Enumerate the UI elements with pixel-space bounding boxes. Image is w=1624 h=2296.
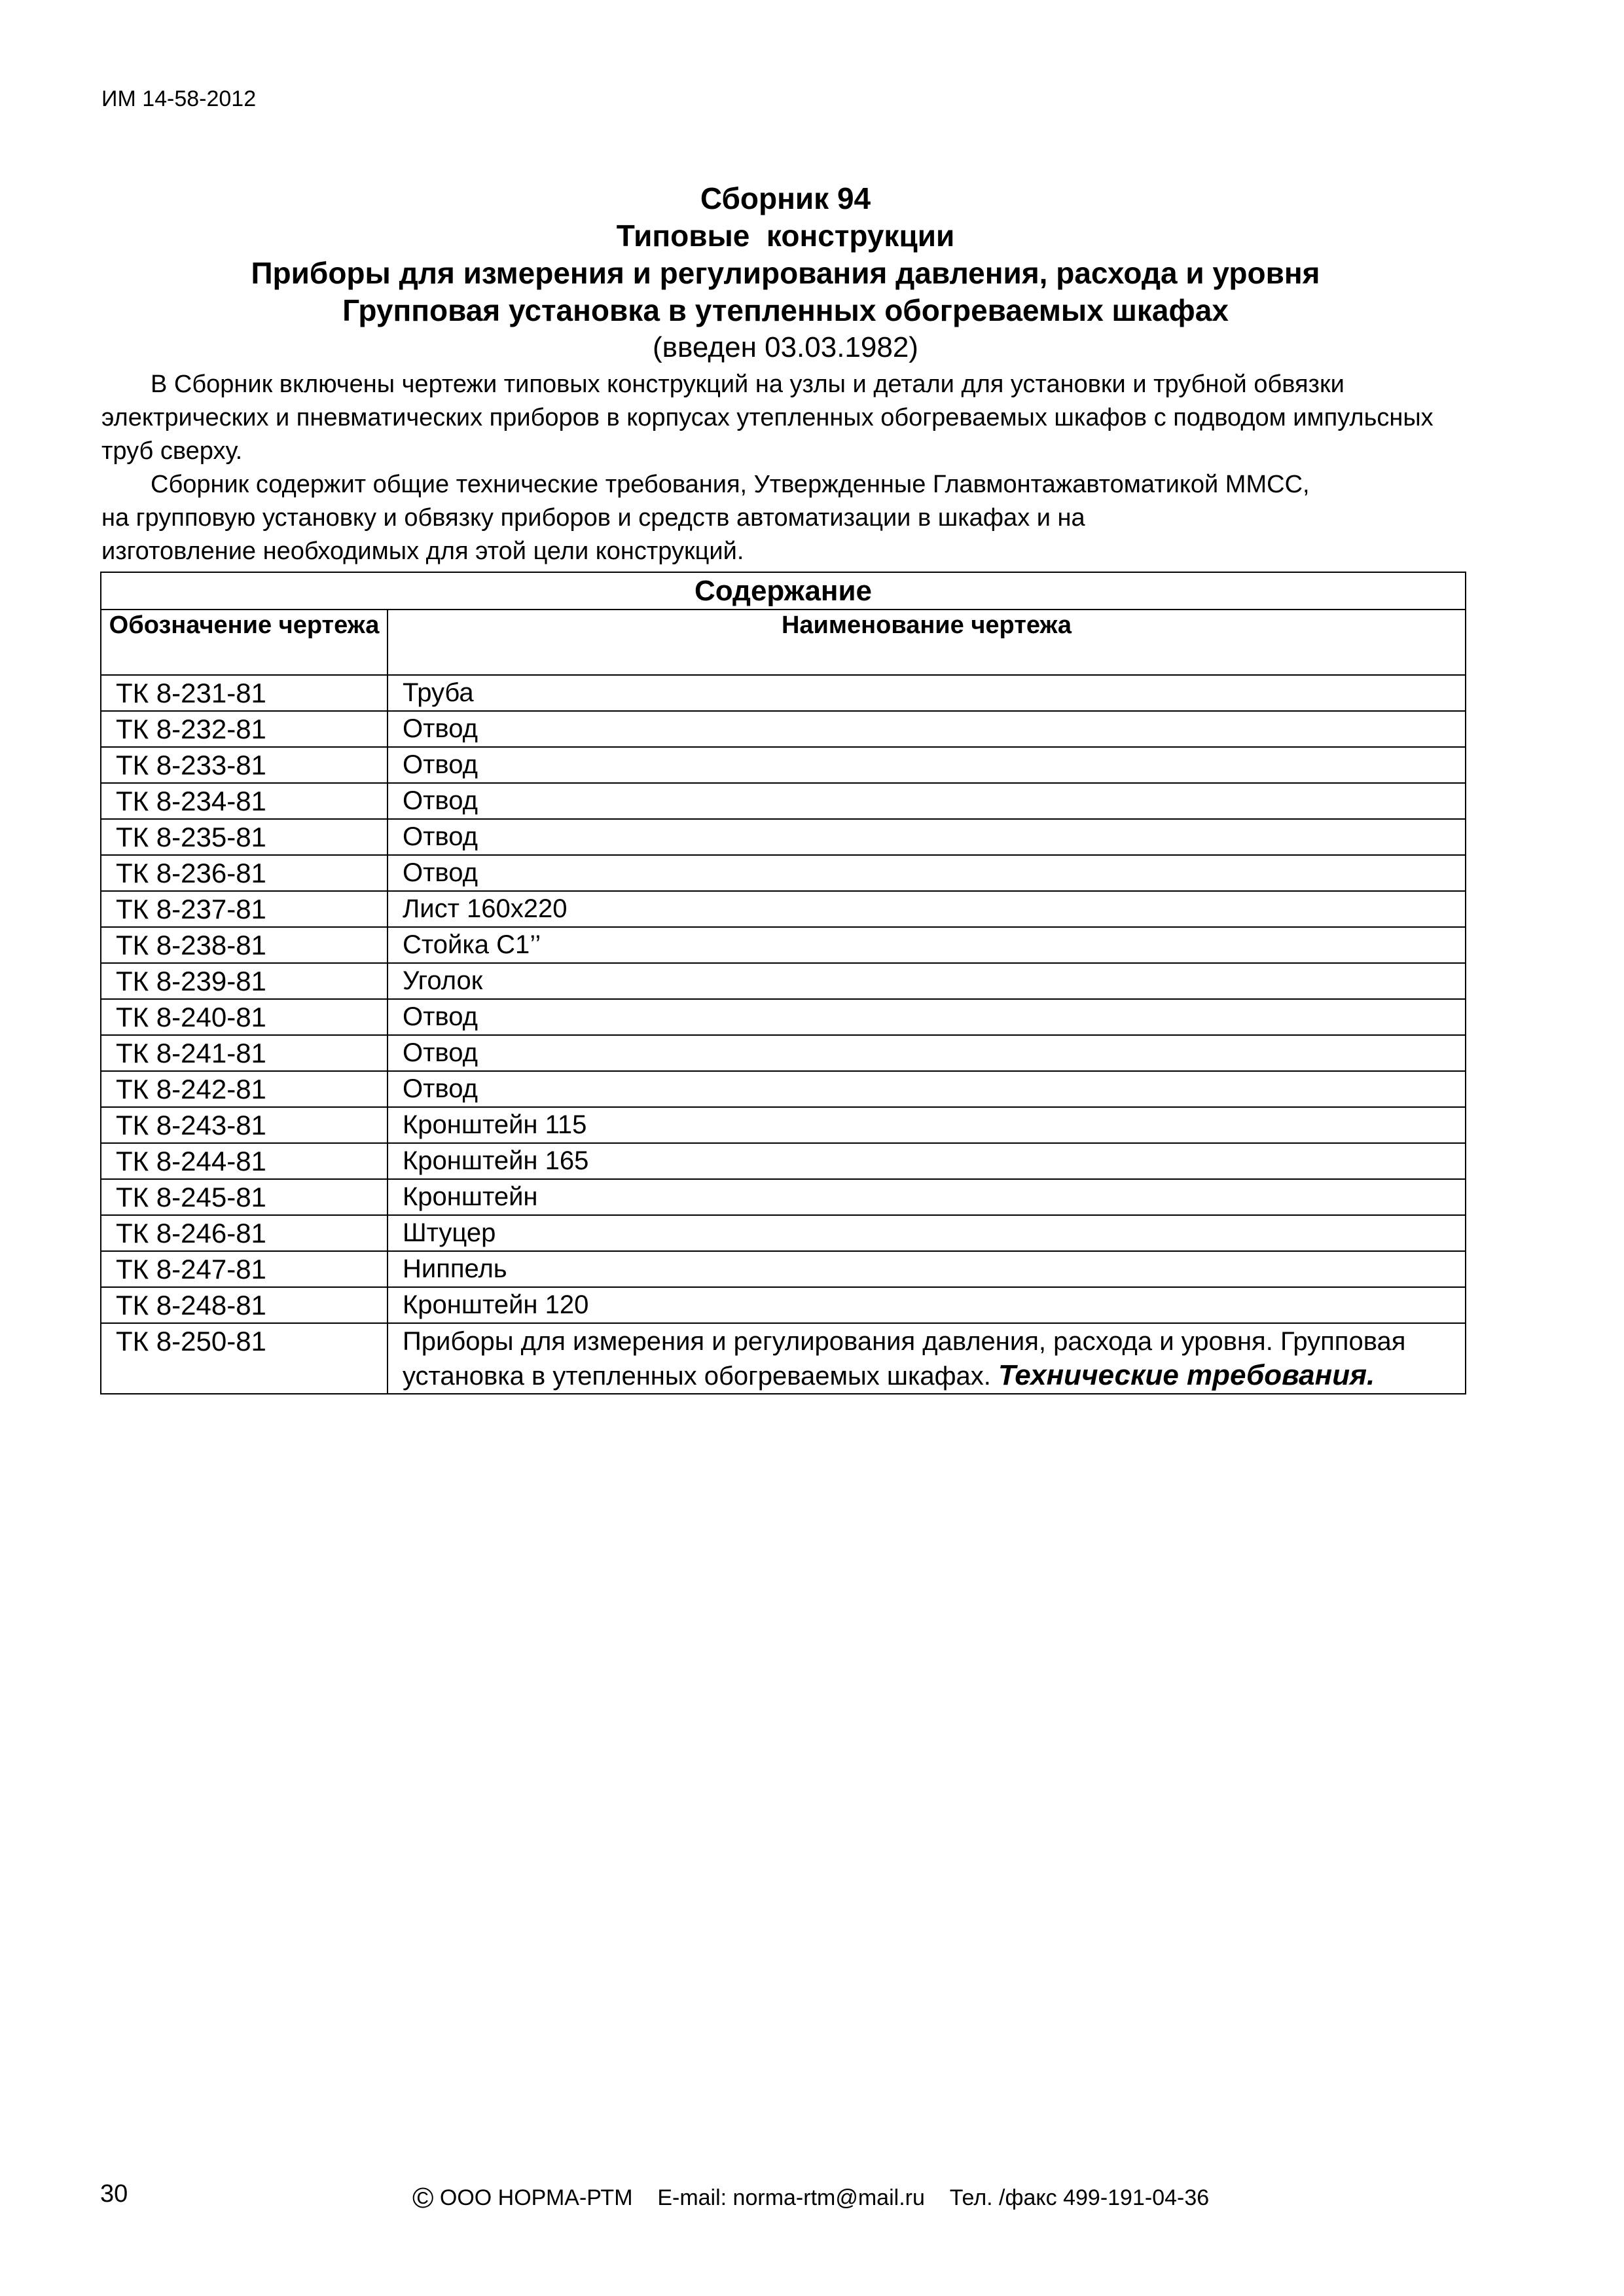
column-header-code: Обозначение чертежа	[101, 610, 388, 675]
table-row	[101, 891, 1466, 927]
contents-table	[100, 572, 1466, 1394]
drawing-name: Отвод	[388, 747, 1466, 783]
drawing-name: Отвод	[388, 1035, 1466, 1071]
table-row	[101, 675, 1466, 711]
drawing-code: ТК 8-247-81	[101, 1251, 388, 1287]
drawing-name: Кронштейн 165	[388, 1143, 1466, 1179]
drawing-name: Уголок	[388, 963, 1466, 999]
drawing-name: Кронштейн 120	[388, 1287, 1466, 1323]
footer-company: ООО НОРМА-РТМ	[439, 2185, 633, 2210]
intro-text	[101, 368, 1463, 568]
contents-heading: Содержание	[101, 572, 1466, 610]
drawing-code: ТК 8-232-81	[101, 711, 388, 747]
drawing-name: Отвод	[388, 783, 1466, 819]
table-row	[101, 747, 1466, 783]
drawing-code: ТК 8-234-81	[101, 783, 388, 819]
drawing-name: Отвод	[388, 711, 1466, 747]
table-row	[101, 1071, 1466, 1107]
drawing-code: ТК 8-240-81	[101, 999, 388, 1035]
footer-phone: Тел. /факс 499-191-04-36	[949, 2185, 1210, 2210]
intro-paragraph-2-line-2: на групповую установку и обвязку приборов и средств автоматизации в шкафах и на	[101, 504, 1085, 532]
document-code: ИМ 14-58-2012	[101, 86, 257, 111]
collection-title: Сборник 94	[700, 181, 871, 215]
drawing-name: Отвод	[388, 855, 1466, 891]
table-row	[101, 783, 1466, 819]
drawing-code: ТК 8-241-81	[101, 1035, 388, 1071]
page-number: 30	[100, 2180, 128, 2208]
drawing-name: Кронштейн	[388, 1179, 1466, 1215]
drawing-code: ТК 8-237-81	[101, 891, 388, 927]
collection-subtitle: Типовые конструкции	[616, 219, 955, 253]
drawing-code: ТК 8-233-81	[101, 747, 388, 783]
table-row	[101, 1179, 1466, 1215]
table-row	[101, 1107, 1466, 1143]
table-row	[101, 1323, 1466, 1394]
introduced-date: (введен 03.03.1982)	[653, 331, 918, 363]
collection-subtopic: Групповая установка в утепленных обогреваемых шкафах	[342, 293, 1229, 327]
table-row	[101, 1287, 1466, 1323]
table-row	[101, 1215, 1466, 1251]
drawing-code: ТК 8-244-81	[101, 1143, 388, 1179]
drawing-code: ТК 8-231-81	[101, 675, 388, 711]
drawing-code: ТК 8-245-81	[101, 1179, 388, 1215]
footer	[412, 2182, 1209, 2215]
table-row	[101, 855, 1466, 891]
drawing-name: Отвод	[388, 1071, 1466, 1107]
intro-paragraph-1: В Сборник включены чертежи типовых конструкций на узлы и детали для установки и трубной обвязки электрических и пневматических приборов в корпусах утепленных обогреваемых шкафов с подводом импульсных труб сверху.	[101, 371, 1434, 465]
drawing-code: ТК 8-238-81	[101, 927, 388, 963]
intro-paragraph-2-line-3: изготовление необходимых для этой цели конструкций.	[101, 538, 744, 565]
table-row	[101, 819, 1466, 855]
drawing-name: Отвод	[388, 999, 1466, 1035]
table-row	[101, 1143, 1466, 1179]
table-row	[101, 999, 1466, 1035]
drawing-name: Штуцер	[388, 1215, 1466, 1251]
table-row	[101, 1035, 1466, 1071]
contents-rows	[101, 675, 1466, 1323]
intro-paragraph-2-line-1: Сборник содержит общие технические требования, Утвержденные Главмонтажавтоматикой ММСС,	[151, 471, 1310, 498]
drawing-code: ТК 8-246-81	[101, 1215, 388, 1251]
drawing-name-line-2: установка в утепленных обогреваемых шкафах.	[403, 1362, 998, 1391]
drawing-code: ТК 8-243-81	[101, 1107, 388, 1143]
column-header-name: Наименование чертежа	[388, 610, 1466, 675]
drawing-code: ТК 8-242-81	[101, 1071, 388, 1107]
footer-email: E-mail: norma-rtm@mail.ru	[657, 2185, 925, 2210]
drawing-code: ТК 8-236-81	[101, 855, 388, 891]
drawing-name	[388, 1323, 1466, 1394]
drawing-code: ТК 8-239-81	[101, 963, 388, 999]
drawing-name: Труба	[388, 675, 1466, 711]
title-block	[98, 180, 1473, 366]
drawing-name: Ниппель	[388, 1251, 1466, 1287]
table-row	[101, 1251, 1466, 1287]
drawing-code: ТК 8-250-81	[101, 1323, 388, 1394]
collection-topic: Приборы для измерения и регулирования давления, расхода и уровня	[251, 256, 1320, 290]
drawing-name-emphasis: Технические требования.	[998, 1359, 1375, 1391]
drawing-name: Отвод	[388, 819, 1466, 855]
table-row	[101, 711, 1466, 747]
table-row	[101, 927, 1466, 963]
drawing-name: Стойка С1’’	[388, 927, 1466, 963]
drawing-name: Лист 160х220	[388, 891, 1466, 927]
table-row	[101, 963, 1466, 999]
drawing-code: ТК 8-235-81	[101, 819, 388, 855]
drawing-name: Кронштейн 115	[388, 1107, 1466, 1143]
drawing-name-line-1: Приборы для измерения и регулирования давления, расхода и уровня. Групповая	[403, 1327, 1406, 1356]
copyright-icon: ©	[412, 2182, 434, 2214]
drawing-code: ТК 8-248-81	[101, 1287, 388, 1323]
